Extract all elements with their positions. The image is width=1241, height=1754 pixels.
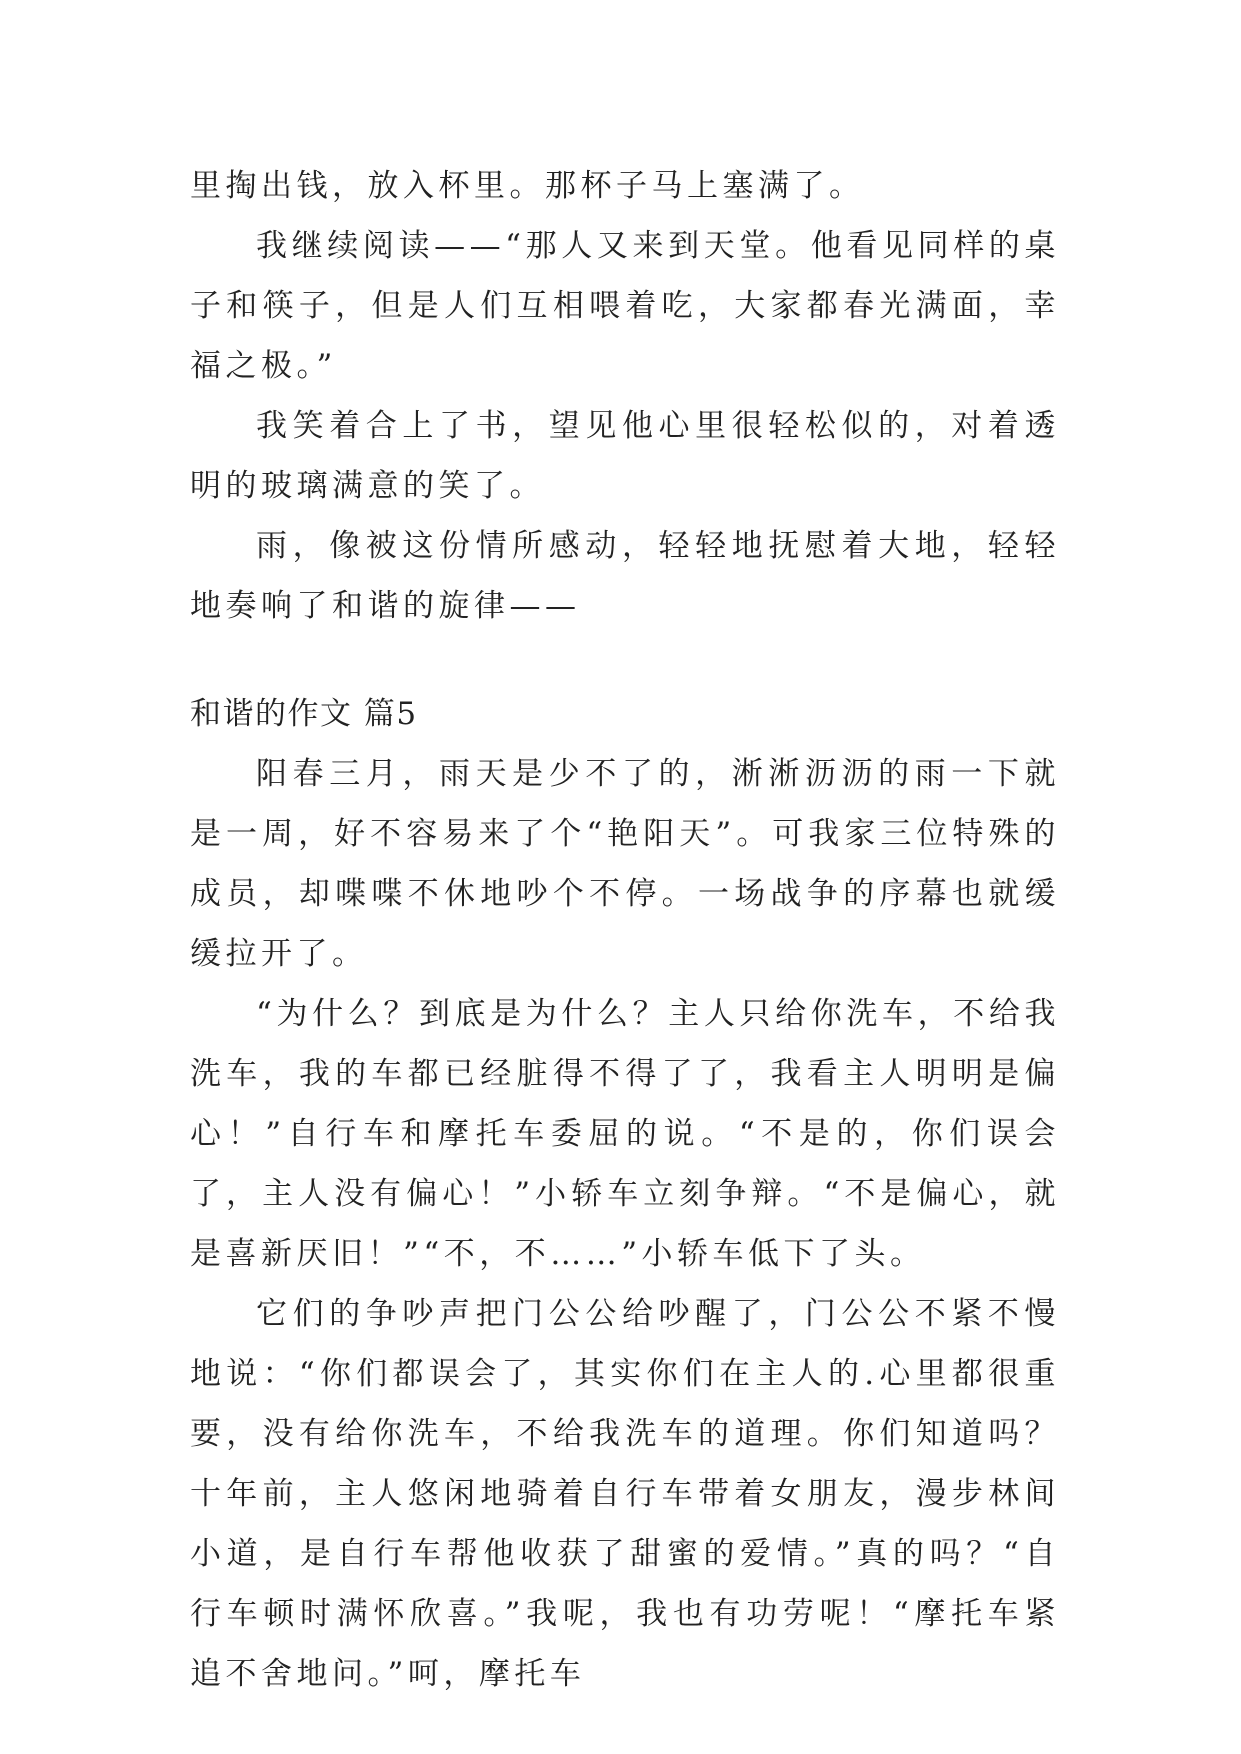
previous-section-text	[190, 156, 1060, 636]
paragraph: 它们的争吵声把门公公给吵醒了，门公公不紧不慢地说：“你们都误会了，其实你们在主人的.心里都很重要，没有给你洗车，不给我洗车的道理。你们知道吗？十年前，主人悠闲地骑着自行车带着女朋友，漫步林间小道，是自行车帮他收获了甜蜜的爱情。”真的吗？“自行车顿时满怀欣喜。”我呢，我也有功劳呢！“摩托车紧追不舍地问。”呵，摩托车	[190, 1296, 1060, 1692]
section-heading: 和谐的作文 篇5	[190, 696, 418, 732]
paragraph: 我继续阅读——“那人又来到天堂。他看见同样的桌子和筷子，但是人们互相喂着吃，大家都春光满面，幸福之极。”	[190, 228, 1060, 384]
paragraph: 我笑着合上了书，望见他心里很轻松似的，对着透明的玻璃满意的笑了。	[190, 408, 1060, 504]
paragraph: 雨，像被这份情所感动，轻轻地抚慰着大地，轻轻地奏响了和谐的旋律——	[190, 528, 1060, 624]
paragraph: “为什么？到底是为什么？主人只给你洗车，不给我洗车，我的车都已经脏得不得了了，我看主人明明是偏心！”自行车和摩托车委屈的说。“不是的，你们误会了，主人没有偏心！”小轿车立刻争辩。“不是偏心，就是喜新厌旧！”“不，不……”小轿车低下了头。	[190, 996, 1060, 1272]
section-5-text	[190, 744, 1060, 1704]
paragraph-continuation: 里掏出钱，放入杯里。那杯子马上塞满了。	[190, 168, 865, 204]
paragraph: 阳春三月，雨天是少不了的，淅淅沥沥的雨一下就是一周，好不容易来了个“艳阳天”。可我家三位特殊的成员，却喋喋不休地吵个不停。一场战争的序幕也就缓缓拉开了。	[190, 756, 1060, 972]
